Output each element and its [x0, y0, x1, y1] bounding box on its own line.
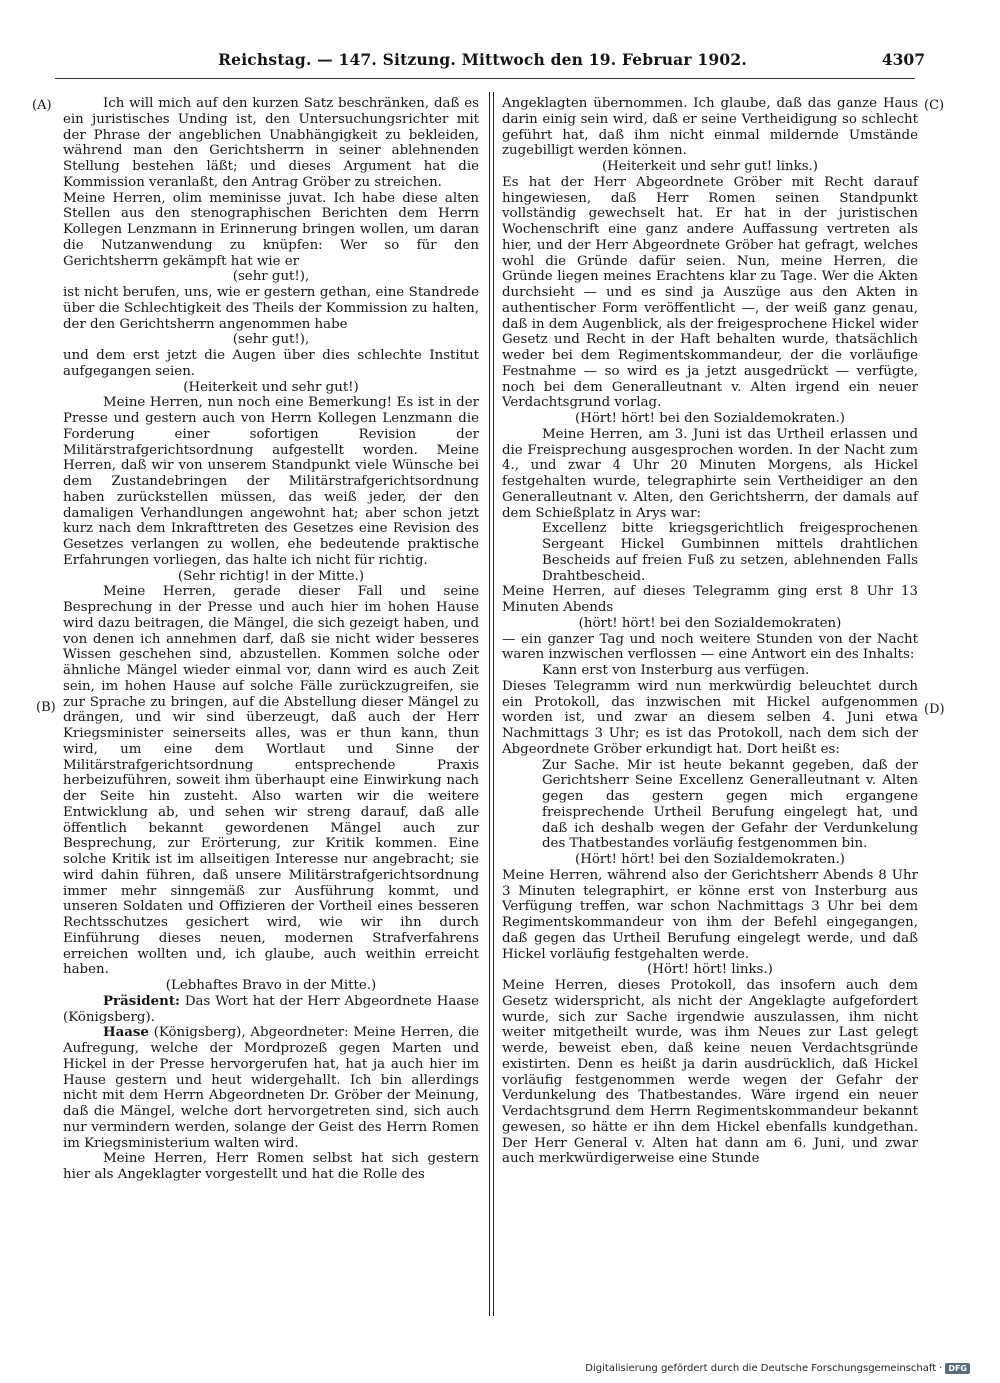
speaker-label: Präsident:	[103, 992, 180, 1009]
paragraph: Meine Herren, während also der Gerichtsherr Abends 8 Uhr 3 Minuten telegraphirt, er könne erst von Insterburg aus Verfügung treffen, war schon Nachmittags 3 Uhr bei dem Regimentskommandeur von ihm der Befehl eingegangen, daß gegen das Urtheil Berufung eingelegt werde, und daß Hickel vorläufig festgehalten werde.	[502, 867, 918, 962]
column-divider	[489, 92, 490, 1316]
left-column	[63, 96, 479, 1183]
paragraph: Es hat der Herr Abgeordnete Gröber mit Recht darauf hingewiesen, daß Herr Romen seinen Standpunkt vollständig gewechselt hat. Er hat in der juristischen Wochenschrift eine ganz andere Auffassung vertreten als hier, und der Herr Abgeordnete Gröber hat gefragt, welches wohl die Gründe dafür seien. Nun, meine Herren, die Gründe liegen meines Erachtens klar zu Tage. Wer die Akten durchsieht — und es sind ja Auszüge aus den Akten in authentischer Form veröffentlicht —, der weiß ganz genau, daß in dem Augenblick, als der freigesprochene Hickel wider Gesetz und Recht in der Haft behalten wurde, thatsächlich weder bei dem Regimentskommandeur, der die vorläufige Festnahme — so wird es ja jetzt ausgedrückt — verfügte, noch bei dem Generalleutnant v. Alten irgend ein neuer Verdachtsgrund vorlag.	[502, 174, 918, 411]
interjection: (Hört! hört! bei den Sozialdemokraten.)	[575, 411, 845, 426]
interjection: (Heiterkeit und sehr gut! links.)	[601, 159, 819, 174]
paragraph-text: Das Wort hat der Herr Abgeordnete Haase (Königsberg).	[63, 993, 480, 1025]
paragraph-text: (Königsberg), Abgeordneter: Meine Herren, die Aufregung, welche der Mordprozeß gegen Marten und Hickel in der Presse hervorgerufen hat, hat ja auch hier im Hause gestern und heut widergehallt. Ich bin allerdings nicht mit dem Herrn Abgeordneten Dr. Gröber der Meinung, daß die Mängel, welche dort hervorgetreten sind, sich auch nur vermindern werden, solange der Geist des Herrn Romen im Kriegsministerium walten wird.	[63, 1025, 479, 1151]
interjection: (sehr gut!),	[232, 269, 310, 285]
page-number: 4307	[881, 50, 925, 69]
margin-marker-b: (B)	[36, 700, 56, 715]
quoted-telegram: Kann erst von Insterburg aus verfügen.	[542, 663, 810, 678]
interjection: (sehr gut!),	[232, 332, 310, 348]
running-title: Reichstag. — 147. Sitzung. Mittwoch den 19. Februar 1902.	[218, 50, 747, 69]
paragraph: Meine Herren, auf dieses Telegramm ging erst 8 Uhr 13 Minuten Abends	[502, 584, 918, 615]
margin-marker-c: (C)	[924, 98, 945, 113]
paragraph: ist nicht berufen, uns, wie er gestern gethan, eine Standrede über die Schlechtigkeit des Theils der Kommission zu halten, der den Gerichtsherrn angenommen habe	[63, 285, 479, 332]
paragraph: Ich will mich auf den kurzen Satz beschränken, daß es ein juristisches Unding ist, den Untersuchungsrichter mit der Phrase der angeblichen Unabhängigkeit zu bekleiden, während man den Gerichtsherrn in seiner ablehnenden Stellung bestehen läßt; und dieses Argument hat die Kommission veranlaßt, den Antrag Gröber zu streichen.	[63, 96, 479, 190]
paragraph: Meine Herren, Herr Romen selbst hat sich gestern hier als Angeklagter vorgestellt und hat die Rolle des	[63, 1151, 479, 1182]
paragraph: Dieses Telegramm wird nun merkwürdig beleuchtet durch ein Protokoll, das inzwischen mit Hickel aufgenommen worden ist, und zwar an diesem selben 4. Juni etwa Nachmittags 3 Uhr; es ist das Protokoll, nach dem sich der Abgeordnete Gröber erkundigt hat. Dort heißt es:	[502, 678, 918, 757]
paragraph: Meine Herren, nun noch eine Bemerkung! Es ist in der Presse und gestern auch von Herrn Kollegen Lenzmann die Forderung einer sofortigen Revision der Militärstrafgerichtsordnung aufgestellt worden. Meine Herren, daß wir von unserem Standpunkt viele Wünsche bei dem Zustandebringen der Militärstrafgerichtsordnung haben zurückstellen müssen, das weiß jeder, der den damaligen Verhandlungen angewohnt hat; aber schon jetzt kurz nach dem Inkrafttreten des Gesetzes eine Revision des Gesetzes verlangen zu wollen, ehe bedeutende praktische Erfahrungen vorliegen, das halte ich nicht für richtig.	[63, 395, 479, 568]
margin-marker-d: (D)	[924, 702, 945, 717]
paragraph: Meine Herren, dieses Protokoll, das insofern auch dem Gesetz widerspricht, als nicht der Angeklagte aufgefordert wurde, sich zur Sache irgendwie auszulassen, ihm nicht weiter mitgetheilt wurde, was ihm Neues zur Last gelegt werde, beweist eben, daß keine neuen Verdachtsgründe existirten. Denn es heißt ja darin ausdrücklich, daß Hickel vorläufig festgenommen werde wegen der Gefahr der Verdunkelung des Thatbestandes. Wäre irgend ein neuer Verdachtsgrund dem Herrn Regimentskommandeur bekannt gewesen, so hätte er ihn dem Hickel ebenfalls kundgethan. Der Herr General v. Alten hat dann am 6. Juni, und zwar auch merkwürdigerweise eine Stunde	[502, 978, 918, 1167]
dfg-logo: ·	[939, 1363, 943, 1374]
paragraph: — ein ganzer Tag und noch weitere Stunden von der Nacht waren inzwischen verflossen — eine Antwort ein des Inhalts:	[502, 631, 918, 663]
paragraph: Meine Herren, olim meminisse juvat. Ich habe diese alten Stellen aus den stenographischen Berichten dem Herrn Kollegen Lenzmann in Erinnerung bringen wollen, um daran die Nutzanwendung zu knüpfen: Wer so für den Gerichtsherrn gekämpft hat wie er	[63, 190, 479, 269]
paragraph: Angeklagten übernommen. Ich glaube, daß das ganze Haus darin einig sein wird, daß er seine Vertheidigung so schlecht geführt hat, daß ihm nicht einmal mildernde Umstände zugebilligt werden können.	[502, 96, 918, 159]
digitization-credit	[585, 1363, 970, 1374]
dfg-logo-badge: DFG	[945, 1363, 970, 1374]
interjection: (Hört! hört! links.)	[647, 962, 773, 978]
paragraph: und dem erst jetzt die Augen über dies schlechte Institut aufgegangen seien.	[63, 348, 479, 379]
right-column	[502, 96, 918, 1167]
interjection: (Lebhaftes Bravo in der Mitte.)	[165, 978, 377, 993]
credit-text: Digitalisierung gefördert durch die Deutsche Forschungsgemeinschaft	[585, 1363, 937, 1374]
quoted-protocol: Zur Sache. Mir ist heute bekannt gegeben, daß der Gerichtsherr Seine Excellenz Generalleutnant v. Alten gegen das gestern gegen mich ergangene freisprechende Urtheil Berufung eingelegt hat, und daß ich deshalb wegen der Gefahr der Verdunkelung des Thatbestandes vorläufig festgenommen bin.	[542, 757, 918, 852]
header-rule	[55, 78, 915, 79]
paragraph: Meine Herren, am 3. Juni ist das Urtheil erlassen und die Freisprechung ausgesprochen worden. In der Nacht zum 4., und zwar 4 Uhr 20 Minuten Morgens, als Hickel festgehalten wurde, telegraphirte sein Vertheidiger an den Generalleutnant v. Alten, den Gerichtsherrn, der damals auf dem Schießplatz in Arys war:	[502, 426, 918, 521]
quoted-telegram: Excellenz bitte kriegsgerichtlich freigesprochenen Sergeant Hickel Gumbinnen mittels drahtlichen Bescheids auf freien Fuß zu setzen, ablehnenden Falls Drahtbescheid.	[542, 521, 918, 584]
paragraph	[63, 994, 479, 1026]
paragraph: Meine Herren, gerade dieser Fall und seine Besprechung in der Presse und auch hier im hohen Hause wird dazu beitragen, die Mängel, die sich gezeigt haben, und von denen ich annehmen darf, daß sie nicht wider besseres Wissen geschehen sind, abzustellen. Kommen solche oder ähnliche Mängel wieder einmal vor, dann wird es auch Zeit sein, im hohen Hause auf solche Fälle zurückzugreifen, sie zur Sprache zu bringen, auf die Abstellung dieser Mängel zu drängen, und wir sind überzeugt, daß auch der Herr Kriegsminister seinerseits alles, was er thun kann, thun wird, um eine dem Wortlaut und Sinne der Militärstrafgerichtsordnung entsprechende Praxis herbeizuführen, soweit ihm überhaupt eine Einwirkung nach der Seite hin zusteht. Also warten wir die weitere Entwicklung ab, und sehen wir streng darauf, daß alle öffentlich bekannt gewordenen Mängel auch zur Besprechung, zur Erörterung, zur Kritik kommen. Eine solche Kritik ist im allseitigen Interesse nur angebracht; sie wird dahin führen, daß unsere Militärstrafgerichtsordnung immer mehr sinngemäß zur Ausführung kommt, und unseren Soldaten und Offizieren der Vortheil eines besseren Rechtsschutzes gesichert wird, wie wir ihn durch Einführung dieses neuen, modernen Strafverfahrens erreichen wollten und, ich glaube, auch weithin erreicht haben.	[63, 584, 479, 978]
margin-marker-a: (A)	[32, 98, 52, 113]
interjection: (Hört! hört! bei den Sozialdemokraten.)	[575, 852, 845, 867]
paragraph	[63, 1025, 479, 1151]
speaker-label: Haase	[103, 1024, 149, 1041]
interjection: (Heiterkeit und sehr gut!)	[183, 379, 359, 395]
interjection: (hört! hört! bei den Sozialdemokraten)	[578, 615, 842, 631]
running-header	[40, 50, 925, 76]
interjection: (Sehr richtig! in der Mitte.)	[177, 568, 365, 584]
column-divider	[493, 92, 494, 1316]
